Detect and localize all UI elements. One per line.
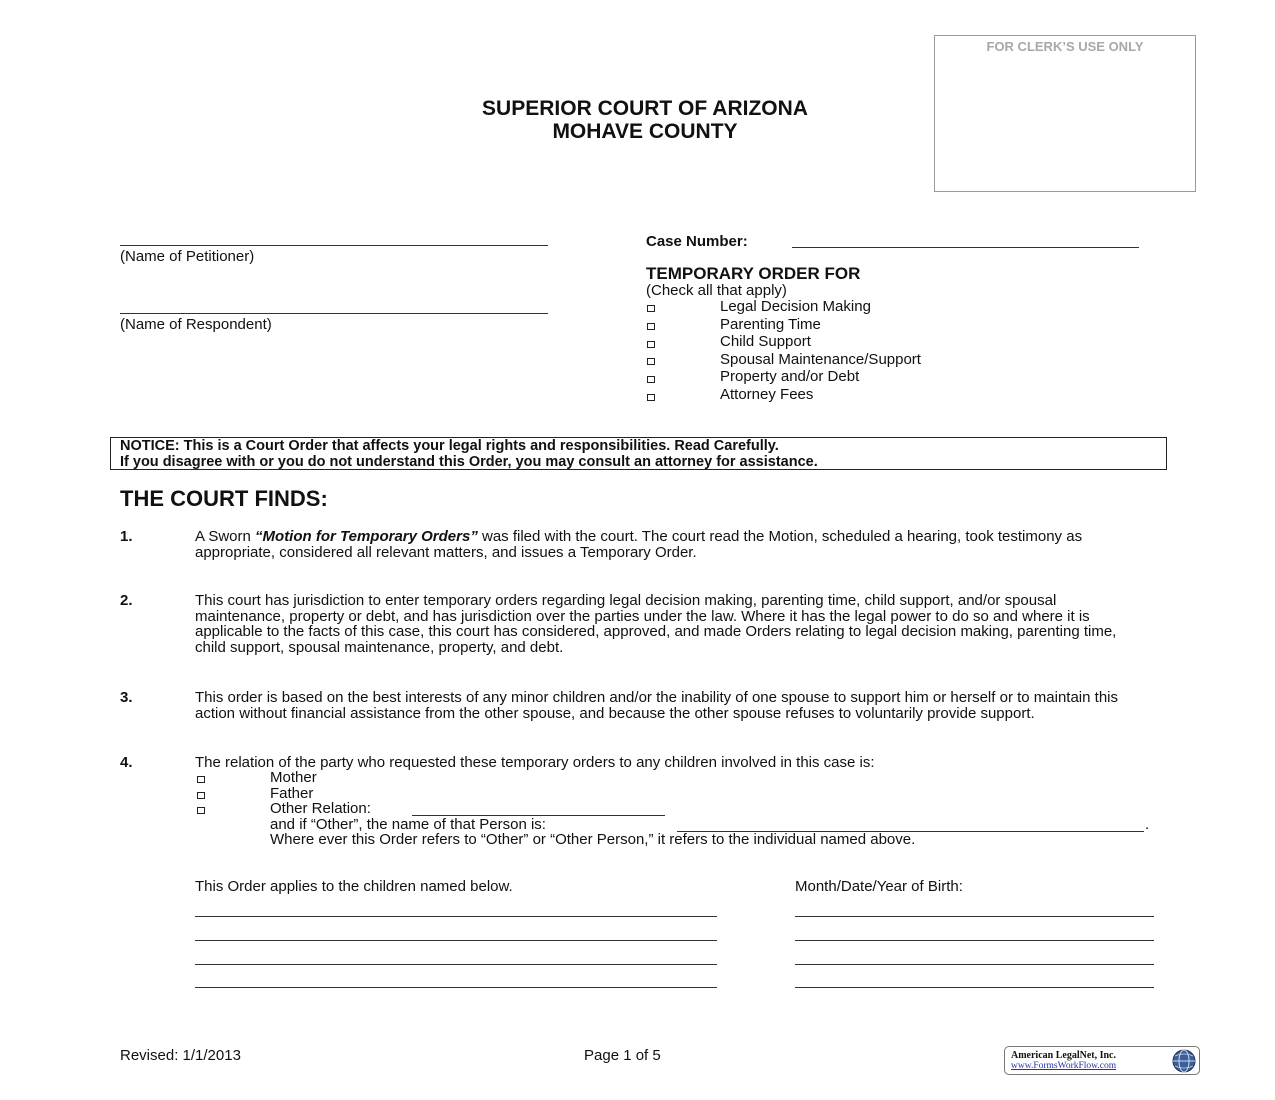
checkbox-other-relation[interactable] [197,807,205,814]
period: . [1145,816,1150,833]
option-property-debt: Property and/or Debt [720,368,860,385]
court-title [380,97,910,143]
option-other-relation: Other Relation: [270,800,371,817]
checkbox-parenting-time[interactable] [647,323,655,330]
publisher-logo[interactable] [1004,1046,1200,1075]
order-instruction: (Check all that apply) [646,282,787,299]
checkbox-mother[interactable] [197,776,205,783]
publisher-name: American LegalNet, Inc. [1011,1050,1116,1061]
checkbox-property-debt[interactable] [647,376,655,383]
children-label: This Order applies to the children named below. [195,878,513,895]
globe-icon [1171,1048,1197,1074]
child-name-field[interactable] [195,916,717,917]
checkbox-legal-decision-making[interactable] [647,305,655,312]
checkbox-father[interactable] [197,792,205,799]
notice-line-1: NOTICE: This is a Court Order that affects your legal rights and responsibilities. Read Carefully. [120,438,779,454]
county-name: MOHAVE COUNTY [552,120,738,143]
item-1-prefix: A Sworn [195,528,256,545]
notice-line-2: If you disagree with or you do not understand this Order, you may consult an attorney for assistance. [120,454,818,470]
item-1-rest: was filed with the court. The court read the Motion, scheduled a hearing, took testimony as appropriate, considered all relevant matters, and issues a Temporary Order. [195,528,1083,561]
revised-date: Revised: 1/1/2013 [120,1047,241,1064]
publisher-url[interactable]: www.FormsWorkFlow.com [1011,1061,1117,1071]
item-2-number: 2. [120,592,133,609]
page-number: Page 1 of 5 [584,1047,661,1064]
item-4-number: 4. [120,754,133,771]
item-3-number: 3. [120,689,133,706]
option-parenting-time: Parenting Time [720,316,821,333]
option-child-support: Child Support [720,333,811,350]
court-name: SUPERIOR COURT OF ARIZONA [482,97,808,120]
child-name-field[interactable] [195,987,717,988]
respondent-name-field[interactable] [120,313,548,314]
where-text: Where ever this Order refers to “Other” or “Other Person,” it refers to the individual named above. [270,831,916,848]
option-father: Father [270,785,314,802]
clerk-use-label: FOR CLERK’S USE ONLY [986,39,1144,54]
child-name-field[interactable] [195,964,717,965]
clerk-use-box [934,35,1196,192]
item-1-text [195,529,1105,560]
petitioner-label: (Name of Petitioner) [120,248,255,265]
item-4-text: The relation of the party who requested these temporary orders to any children involved in this case is: [195,754,875,771]
item-3-text: This order is based on the best interests of any minor children and/or the inability of one spouse to support him or herself or to maintain this action without financial assistance from the other spouse, and because the other spouse refuses to voluntarily provide support. [195,689,1118,722]
child-dob-field[interactable] [795,987,1154,988]
child-dob-field[interactable] [795,964,1154,965]
findings-heading: THE COURT FINDS: [120,486,328,511]
notice-box [110,437,1167,470]
item-1-number: 1. [120,528,133,545]
child-name-field[interactable] [195,940,717,941]
option-attorney-fees: Attorney Fees [720,386,814,403]
child-dob-field[interactable] [795,940,1154,941]
option-spousal-maintenance: Spousal Maintenance/Support [720,351,921,368]
checkbox-child-support[interactable] [647,341,655,348]
option-mother: Mother [270,769,317,786]
item-2-text: This court has jurisdiction to enter temporary orders regarding legal decision making, parenting time, child support, and/or spousal maintenance, property or debt, and has jurisdiction over the parties under the law. Where it has the legal power to do so and where it is applicable to the facts of this case, this court has considered, approved, and made Orders relating to legal decision making, parenting time, child support, spousal maintenance, property, and debt. [195,592,1117,656]
petitioner-name-field[interactable] [120,245,548,246]
checkbox-spousal-maintenance[interactable] [647,358,655,365]
option-legal-decision-making: Legal Decision Making [720,298,871,315]
checkbox-attorney-fees[interactable] [647,394,655,401]
child-dob-field[interactable] [795,916,1154,917]
dob-label: Month/Date/Year of Birth: [795,878,963,895]
case-number-label: Case Number: [646,233,748,250]
respondent-label: (Name of Respondent) [120,316,272,333]
order-title: TEMPORARY ORDER FOR [646,264,861,283]
motion-title: “Motion for Temporary Orders” [255,528,478,545]
case-number-field[interactable] [792,247,1139,248]
other-name-label: and if “Other”, the name of that Person is: [270,816,546,833]
